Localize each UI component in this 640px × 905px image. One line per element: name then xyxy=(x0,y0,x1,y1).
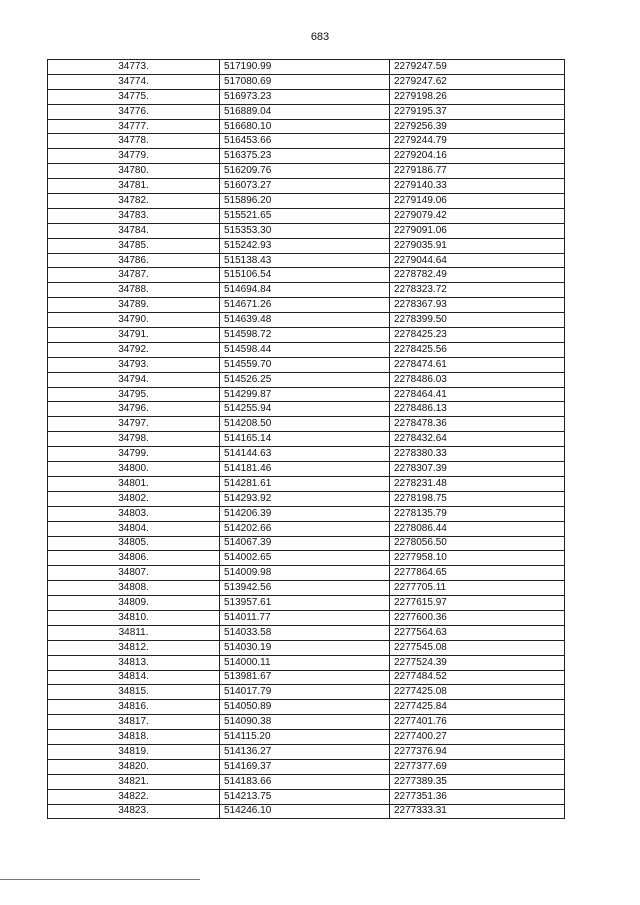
x-coordinate-cell: 514169.37 xyxy=(220,759,390,774)
footer-divider xyxy=(0,879,200,880)
y-coordinate-cell: 2279247.62 xyxy=(390,74,565,89)
table-row xyxy=(48,194,565,209)
x-coordinate-cell: 514293.92 xyxy=(220,491,390,506)
y-coordinate-cell: 2278086.44 xyxy=(390,521,565,536)
table-row xyxy=(48,536,565,551)
table-row xyxy=(48,387,565,402)
x-coordinate-cell: 514067.39 xyxy=(220,536,390,551)
y-coordinate-cell: 2278380.33 xyxy=(390,447,565,462)
table-row xyxy=(48,60,565,75)
y-coordinate-cell: 2278399.50 xyxy=(390,313,565,328)
y-coordinate-cell: 2278782.49 xyxy=(390,268,565,283)
y-coordinate-cell: 2277958.10 xyxy=(390,551,565,566)
point-number-cell: 34797. xyxy=(48,417,220,432)
table-row xyxy=(48,581,565,596)
table-row xyxy=(48,655,565,670)
point-number-cell: 34812. xyxy=(48,640,220,655)
x-coordinate-cell: 515896.20 xyxy=(220,194,390,209)
point-number-cell: 34818. xyxy=(48,730,220,745)
x-coordinate-cell: 514299.87 xyxy=(220,387,390,402)
table-row xyxy=(48,447,565,462)
x-coordinate-cell: 514011.77 xyxy=(220,610,390,625)
x-coordinate-cell: 515521.65 xyxy=(220,208,390,223)
y-coordinate-cell: 2277333.31 xyxy=(390,804,565,819)
x-coordinate-cell: 515106.54 xyxy=(220,268,390,283)
y-coordinate-cell: 2277705.11 xyxy=(390,581,565,596)
table-row xyxy=(48,685,565,700)
table-row xyxy=(48,208,565,223)
x-coordinate-cell: 514165.14 xyxy=(220,432,390,447)
point-number-cell: 34776. xyxy=(48,104,220,119)
y-coordinate-cell: 2278231.48 xyxy=(390,476,565,491)
x-coordinate-cell: 513957.61 xyxy=(220,596,390,611)
table-row xyxy=(48,670,565,685)
table-row xyxy=(48,372,565,387)
point-number-cell: 34808. xyxy=(48,581,220,596)
y-coordinate-cell: 2279195.37 xyxy=(390,104,565,119)
x-coordinate-cell: 514206.39 xyxy=(220,506,390,521)
table-row xyxy=(48,74,565,89)
table-body xyxy=(48,60,565,819)
point-number-cell: 34798. xyxy=(48,432,220,447)
x-coordinate-cell: 514115.20 xyxy=(220,730,390,745)
point-number-cell: 34794. xyxy=(48,372,220,387)
table-row xyxy=(48,491,565,506)
table-row xyxy=(48,521,565,536)
table-row xyxy=(48,328,565,343)
point-number-cell: 34784. xyxy=(48,223,220,238)
x-coordinate-cell: 514009.98 xyxy=(220,566,390,581)
point-number-cell: 34775. xyxy=(48,89,220,104)
point-number-cell: 34813. xyxy=(48,655,220,670)
point-number-cell: 34802. xyxy=(48,491,220,506)
table-row xyxy=(48,640,565,655)
x-coordinate-cell: 515353.30 xyxy=(220,223,390,238)
point-number-cell: 34817. xyxy=(48,715,220,730)
y-coordinate-cell: 2277376.94 xyxy=(390,744,565,759)
y-coordinate-cell: 2279204.16 xyxy=(390,149,565,164)
point-number-cell: 34792. xyxy=(48,342,220,357)
point-number-cell: 34807. xyxy=(48,566,220,581)
table-row xyxy=(48,730,565,745)
table-row xyxy=(48,610,565,625)
x-coordinate-cell: 514671.26 xyxy=(220,298,390,313)
table-row xyxy=(48,432,565,447)
point-number-cell: 34783. xyxy=(48,208,220,223)
point-number-cell: 34811. xyxy=(48,625,220,640)
y-coordinate-cell: 2277484.52 xyxy=(390,670,565,685)
x-coordinate-cell: 514181.46 xyxy=(220,462,390,477)
y-coordinate-cell: 2279140.33 xyxy=(390,179,565,194)
x-coordinate-cell: 514033.58 xyxy=(220,625,390,640)
y-coordinate-cell: 2277377.69 xyxy=(390,759,565,774)
x-coordinate-cell: 514002.65 xyxy=(220,551,390,566)
x-coordinate-cell: 516453.66 xyxy=(220,134,390,149)
y-coordinate-cell: 2278198.75 xyxy=(390,491,565,506)
x-coordinate-cell: 516680.10 xyxy=(220,119,390,134)
point-number-cell: 34814. xyxy=(48,670,220,685)
point-number-cell: 34788. xyxy=(48,283,220,298)
x-coordinate-cell: 515138.43 xyxy=(220,253,390,268)
table-row xyxy=(48,804,565,819)
table-row xyxy=(48,462,565,477)
y-coordinate-cell: 2277615.97 xyxy=(390,596,565,611)
point-number-cell: 34804. xyxy=(48,521,220,536)
y-coordinate-cell: 2277545.08 xyxy=(390,640,565,655)
x-coordinate-cell: 517080.69 xyxy=(220,74,390,89)
point-number-cell: 34819. xyxy=(48,744,220,759)
table-row xyxy=(48,149,565,164)
point-number-cell: 34803. xyxy=(48,506,220,521)
y-coordinate-cell: 2278486.03 xyxy=(390,372,565,387)
point-number-cell: 34795. xyxy=(48,387,220,402)
table-row xyxy=(48,179,565,194)
x-coordinate-cell: 516375.23 xyxy=(220,149,390,164)
point-number-cell: 34823. xyxy=(48,804,220,819)
y-coordinate-cell: 2279149.06 xyxy=(390,194,565,209)
x-coordinate-cell: 513942.56 xyxy=(220,581,390,596)
point-number-cell: 34787. xyxy=(48,268,220,283)
point-number-cell: 34789. xyxy=(48,298,220,313)
y-coordinate-cell: 2277864.65 xyxy=(390,566,565,581)
table-row xyxy=(48,417,565,432)
x-coordinate-cell: 514090.38 xyxy=(220,715,390,730)
table-row xyxy=(48,774,565,789)
y-coordinate-cell: 2277425.84 xyxy=(390,700,565,715)
y-coordinate-cell: 2277400.27 xyxy=(390,730,565,745)
x-coordinate-cell: 514183.66 xyxy=(220,774,390,789)
table-row xyxy=(48,298,565,313)
table-row xyxy=(48,744,565,759)
x-coordinate-cell: 514694.84 xyxy=(220,283,390,298)
y-coordinate-cell: 2278135.79 xyxy=(390,506,565,521)
page-number: 683 xyxy=(310,31,330,43)
y-coordinate-cell: 2277351.36 xyxy=(390,789,565,804)
y-coordinate-cell: 2277401.76 xyxy=(390,715,565,730)
table-row xyxy=(48,789,565,804)
y-coordinate-cell: 2279256.39 xyxy=(390,119,565,134)
x-coordinate-cell: 514246.10 xyxy=(220,804,390,819)
x-coordinate-cell: 514598.72 xyxy=(220,328,390,343)
y-coordinate-cell: 2278478.36 xyxy=(390,417,565,432)
x-coordinate-cell: 514598.44 xyxy=(220,342,390,357)
y-coordinate-cell: 2278425.23 xyxy=(390,328,565,343)
y-coordinate-cell: 2277524.39 xyxy=(390,655,565,670)
table-row xyxy=(48,476,565,491)
x-coordinate-cell: 514136.27 xyxy=(220,744,390,759)
point-number-cell: 34799. xyxy=(48,447,220,462)
y-coordinate-cell: 2277564.63 xyxy=(390,625,565,640)
point-number-cell: 34773. xyxy=(48,60,220,75)
y-coordinate-cell: 2278474.61 xyxy=(390,357,565,372)
x-coordinate-cell: 514208.50 xyxy=(220,417,390,432)
y-coordinate-cell: 2278323.72 xyxy=(390,283,565,298)
point-number-cell: 34793. xyxy=(48,357,220,372)
table-row xyxy=(48,506,565,521)
point-number-cell: 34779. xyxy=(48,149,220,164)
x-coordinate-cell: 514526.25 xyxy=(220,372,390,387)
table-row xyxy=(48,89,565,104)
y-coordinate-cell: 2278307.39 xyxy=(390,462,565,477)
point-number-cell: 34816. xyxy=(48,700,220,715)
table-row xyxy=(48,223,565,238)
point-number-cell: 34781. xyxy=(48,179,220,194)
point-number-cell: 34800. xyxy=(48,462,220,477)
point-number-cell: 34796. xyxy=(48,402,220,417)
table-row xyxy=(48,759,565,774)
point-number-cell: 34801. xyxy=(48,476,220,491)
point-number-cell: 34810. xyxy=(48,610,220,625)
point-number-cell: 34821. xyxy=(48,774,220,789)
table-row xyxy=(48,402,565,417)
y-coordinate-cell: 2278367.93 xyxy=(390,298,565,313)
table-row xyxy=(48,313,565,328)
table-row xyxy=(48,283,565,298)
table-row xyxy=(48,700,565,715)
coordinate-table xyxy=(47,59,565,819)
point-number-cell: 34785. xyxy=(48,238,220,253)
y-coordinate-cell: 2279247.59 xyxy=(390,60,565,75)
table-row xyxy=(48,342,565,357)
x-coordinate-cell: 517190.99 xyxy=(220,60,390,75)
y-coordinate-cell: 2278486.13 xyxy=(390,402,565,417)
x-coordinate-cell: 514050.89 xyxy=(220,700,390,715)
x-coordinate-cell: 514639.48 xyxy=(220,313,390,328)
x-coordinate-cell: 514255.94 xyxy=(220,402,390,417)
y-coordinate-cell: 2277600.36 xyxy=(390,610,565,625)
table-row xyxy=(48,253,565,268)
x-coordinate-cell: 514559.70 xyxy=(220,357,390,372)
x-coordinate-cell: 516973.23 xyxy=(220,89,390,104)
table-row xyxy=(48,715,565,730)
x-coordinate-cell: 514017.79 xyxy=(220,685,390,700)
y-coordinate-cell: 2278425.56 xyxy=(390,342,565,357)
x-coordinate-cell: 516889.04 xyxy=(220,104,390,119)
point-number-cell: 34809. xyxy=(48,596,220,611)
y-coordinate-cell: 2278056.50 xyxy=(390,536,565,551)
y-coordinate-cell: 2278464.41 xyxy=(390,387,565,402)
point-number-cell: 34820. xyxy=(48,759,220,774)
x-coordinate-cell: 513981.67 xyxy=(220,670,390,685)
point-number-cell: 34774. xyxy=(48,74,220,89)
x-coordinate-cell: 514281.61 xyxy=(220,476,390,491)
point-number-cell: 34786. xyxy=(48,253,220,268)
x-coordinate-cell: 514144.63 xyxy=(220,447,390,462)
table-row xyxy=(48,104,565,119)
point-number-cell: 34822. xyxy=(48,789,220,804)
table-row xyxy=(48,596,565,611)
x-coordinate-cell: 514000.11 xyxy=(220,655,390,670)
point-number-cell: 34782. xyxy=(48,194,220,209)
x-coordinate-cell: 516209.76 xyxy=(220,164,390,179)
x-coordinate-cell: 514202.66 xyxy=(220,521,390,536)
point-number-cell: 34806. xyxy=(48,551,220,566)
y-coordinate-cell: 2279091.06 xyxy=(390,223,565,238)
x-coordinate-cell: 516073.27 xyxy=(220,179,390,194)
point-number-cell: 34791. xyxy=(48,328,220,343)
y-coordinate-cell: 2279244.79 xyxy=(390,134,565,149)
table-row xyxy=(48,164,565,179)
point-number-cell: 34805. xyxy=(48,536,220,551)
point-number-cell: 34777. xyxy=(48,119,220,134)
table-row xyxy=(48,119,565,134)
table-row xyxy=(48,625,565,640)
y-coordinate-cell: 2279044.64 xyxy=(390,253,565,268)
y-coordinate-cell: 2279186.77 xyxy=(390,164,565,179)
y-coordinate-cell: 2279079.42 xyxy=(390,208,565,223)
y-coordinate-cell: 2278432.64 xyxy=(390,432,565,447)
table-row xyxy=(48,551,565,566)
point-number-cell: 34778. xyxy=(48,134,220,149)
point-number-cell: 34790. xyxy=(48,313,220,328)
y-coordinate-cell: 2279035.91 xyxy=(390,238,565,253)
table-row xyxy=(48,566,565,581)
point-number-cell: 34815. xyxy=(48,685,220,700)
table-row xyxy=(48,134,565,149)
x-coordinate-cell: 514213.75 xyxy=(220,789,390,804)
y-coordinate-cell: 2277425.08 xyxy=(390,685,565,700)
x-coordinate-cell: 514030.19 xyxy=(220,640,390,655)
y-coordinate-cell: 2277389.35 xyxy=(390,774,565,789)
point-number-cell: 34780. xyxy=(48,164,220,179)
table-row xyxy=(48,238,565,253)
table-row xyxy=(48,268,565,283)
table-row xyxy=(48,357,565,372)
y-coordinate-cell: 2279198.26 xyxy=(390,89,565,104)
x-coordinate-cell: 515242.93 xyxy=(220,238,390,253)
